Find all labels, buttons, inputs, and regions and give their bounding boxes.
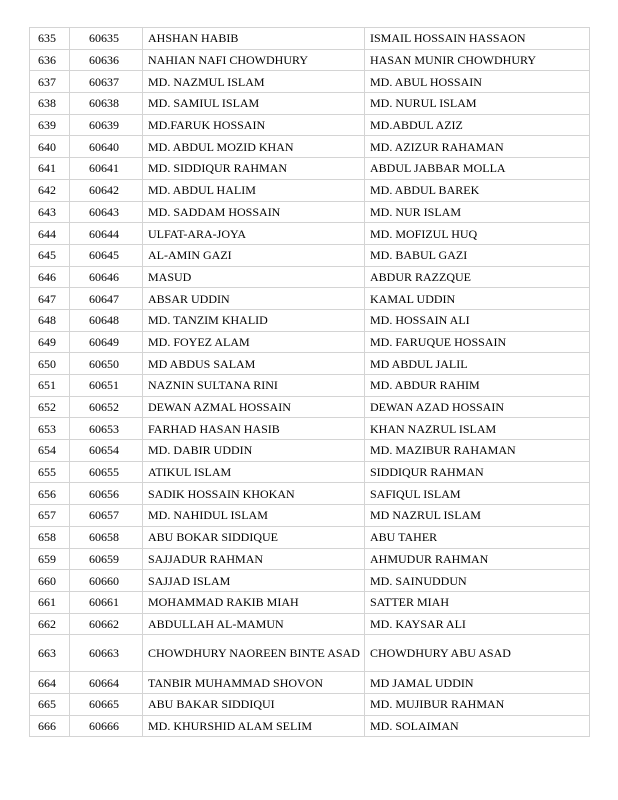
roll-number-cell: 60648 [70,309,143,331]
serial-cell: 653 [30,418,70,440]
serial-cell: 643 [30,201,70,223]
roll-number-cell: 60643 [70,201,143,223]
roll-number-cell: 60636 [70,49,143,71]
serial-cell: 661 [30,591,70,613]
table-row [30,223,590,245]
serial-cell: 649 [30,331,70,353]
candidate-name-cell: SAJJAD ISLAM [143,570,365,592]
table-row [30,591,590,613]
father-name-cell: MD JAMAL UDDIN [365,672,590,694]
candidate-name-cell: ATIKUL ISLAM [143,461,365,483]
candidate-name-cell: MD. FOYEZ ALAM [143,331,365,353]
roll-number-cell: 60661 [70,591,143,613]
candidate-name-cell: ABSAR UDDIN [143,288,365,310]
candidate-name-cell: MD ABDUS SALAM [143,353,365,375]
table-row [30,440,590,462]
candidate-name-cell: MD. TANZIM KHALID [143,309,365,331]
father-name-cell: ABDUL JABBAR MOLLA [365,158,590,180]
serial-cell: 662 [30,613,70,635]
serial-cell: 660 [30,570,70,592]
candidate-name-cell: ABU BAKAR SIDDIQUI [143,693,365,715]
table-row [30,672,590,694]
serial-cell: 642 [30,179,70,201]
table-row [30,158,590,180]
roll-number-cell: 60635 [70,28,143,50]
father-name-cell: ISMAIL HOSSAIN HASSAON [365,28,590,50]
serial-cell: 645 [30,244,70,266]
table-row [30,715,590,737]
table-row [30,49,590,71]
candidate-name-cell: MD. NAZMUL ISLAM [143,71,365,93]
father-name-cell: MD. MAZIBUR RAHAMAN [365,440,590,462]
candidate-name-cell: MD. SADDAM HOSSAIN [143,201,365,223]
serial-cell: 650 [30,353,70,375]
candidate-name-cell: AL-AMIN GAZI [143,244,365,266]
candidate-name-cell: MD.FARUK HOSSAIN [143,114,365,136]
father-name-cell: MD NAZRUL ISLAM [365,505,590,527]
father-name-cell: MD. ABDUR RAHIM [365,375,590,397]
roll-number-cell: 60644 [70,223,143,245]
table-row [30,461,590,483]
roll-number-cell: 60654 [70,440,143,462]
roll-number-cell: 60642 [70,179,143,201]
table-row [30,71,590,93]
table-row [30,288,590,310]
serial-cell: 651 [30,375,70,397]
roll-number-cell: 60639 [70,114,143,136]
serial-cell: 646 [30,266,70,288]
roll-number-cell: 60647 [70,288,143,310]
roll-number-cell: 60651 [70,375,143,397]
serial-cell: 664 [30,672,70,694]
roll-number-cell: 60660 [70,570,143,592]
table-row [30,396,590,418]
roll-number-cell: 60649 [70,331,143,353]
table-row [30,114,590,136]
candidate-name-cell: ABDULLAH AL-MAMUN [143,613,365,635]
roll-number-cell: 60657 [70,505,143,527]
roll-number-cell: 60664 [70,672,143,694]
roll-number-cell: 60646 [70,266,143,288]
roll-number-cell: 60650 [70,353,143,375]
candidate-name-cell: MD. ABDUL MOZID KHAN [143,136,365,158]
roll-number-cell: 60663 [70,635,143,672]
candidate-name-cell: AHSHAN HABIB [143,28,365,50]
father-name-cell: MD. NUR ISLAM [365,201,590,223]
roll-number-cell: 60666 [70,715,143,737]
father-name-cell: SAFIQUL ISLAM [365,483,590,505]
father-name-cell: MD. BABUL GAZI [365,244,590,266]
table-row [30,526,590,548]
father-name-cell: MD.ABDUL AZIZ [365,114,590,136]
father-name-cell: KAMAL UDDIN [365,288,590,310]
candidate-name-cell: MD. ABDUL HALIM [143,179,365,201]
roll-number-cell: 60638 [70,93,143,115]
candidate-name-cell: SAJJADUR RAHMAN [143,548,365,570]
father-name-cell: MD ABDUL JALIL [365,353,590,375]
candidate-name-cell: FARHAD HASAN HASIB [143,418,365,440]
roll-number-cell: 60658 [70,526,143,548]
serial-cell: 658 [30,526,70,548]
serial-cell: 639 [30,114,70,136]
father-name-cell: SATTER MIAH [365,591,590,613]
serial-cell: 640 [30,136,70,158]
candidate-name-cell: MD. NAHIDUL ISLAM [143,505,365,527]
roll-number-cell: 60652 [70,396,143,418]
father-name-cell: MD. AZIZUR RAHAMAN [365,136,590,158]
serial-cell: 666 [30,715,70,737]
table-row [30,93,590,115]
candidate-name-cell: MD. DABIR UDDIN [143,440,365,462]
table-row [30,570,590,592]
table-row [30,635,590,672]
father-name-cell: AHMUDUR RAHMAN [365,548,590,570]
candidate-name-cell: CHOWDHURY NAOREEN BINTE ASAD [143,635,365,672]
candidate-name-cell: SADIK HOSSAIN KHOKAN [143,483,365,505]
results-table-body [30,28,590,737]
serial-cell: 637 [30,71,70,93]
table-row [30,309,590,331]
table-row [30,331,590,353]
serial-cell: 656 [30,483,70,505]
candidate-name-cell: TANBIR MUHAMMAD SHOVON [143,672,365,694]
table-row [30,613,590,635]
candidate-name-cell: DEWAN AZMAL HOSSAIN [143,396,365,418]
table-row [30,548,590,570]
father-name-cell: MD. FARUQUE HOSSAIN [365,331,590,353]
serial-cell: 659 [30,548,70,570]
candidate-name-cell: MASUD [143,266,365,288]
father-name-cell: HASAN MUNIR CHOWDHURY [365,49,590,71]
roll-number-cell: 60655 [70,461,143,483]
table-row [30,693,590,715]
roll-number-cell: 60656 [70,483,143,505]
serial-cell: 636 [30,49,70,71]
father-name-cell: CHOWDHURY ABU ASAD [365,635,590,672]
father-name-cell: KHAN NAZRUL ISLAM [365,418,590,440]
father-name-cell: MD. SAINUDDUN [365,570,590,592]
serial-cell: 652 [30,396,70,418]
roll-number-cell: 60640 [70,136,143,158]
table-row [30,353,590,375]
table-row [30,266,590,288]
roll-number-cell: 60641 [70,158,143,180]
serial-cell: 644 [30,223,70,245]
father-name-cell: DEWAN AZAD HOSSAIN [365,396,590,418]
candidate-name-cell: NAZNIN SULTANA RINI [143,375,365,397]
roll-number-cell: 60662 [70,613,143,635]
candidate-name-cell: ABU BOKAR SIDDIQUE [143,526,365,548]
serial-cell: 654 [30,440,70,462]
table-row [30,375,590,397]
table-row [30,28,590,50]
father-name-cell: MD. ABDUL BAREK [365,179,590,201]
father-name-cell: ABDUR RAZZQUE [365,266,590,288]
father-name-cell: MD. MOFIZUL HUQ [365,223,590,245]
serial-cell: 648 [30,309,70,331]
table-row [30,201,590,223]
serial-cell: 663 [30,635,70,672]
serial-cell: 655 [30,461,70,483]
table-row [30,418,590,440]
roll-number-cell: 60637 [70,71,143,93]
roll-number-cell: 60645 [70,244,143,266]
serial-cell: 641 [30,158,70,180]
candidate-name-cell: MD. KHURSHID ALAM SELIM [143,715,365,737]
father-name-cell: MD. HOSSAIN ALI [365,309,590,331]
candidate-name-cell: NAHIAN NAFI CHOWDHURY [143,49,365,71]
roll-number-cell: 60665 [70,693,143,715]
serial-cell: 638 [30,93,70,115]
candidate-name-cell: MOHAMMAD RAKIB MIAH [143,591,365,613]
serial-cell: 657 [30,505,70,527]
candidate-name-cell: MD. SIDDIQUR RAHMAN [143,158,365,180]
roll-number-cell: 60659 [70,548,143,570]
table-row [30,505,590,527]
table-row [30,179,590,201]
father-name-cell: ABU TAHER [365,526,590,548]
father-name-cell: MD. KAYSAR ALI [365,613,590,635]
father-name-cell: MD. ABUL HOSSAIN [365,71,590,93]
table-row [30,136,590,158]
table-row [30,483,590,505]
serial-cell: 647 [30,288,70,310]
results-table [29,27,590,737]
serial-cell: 665 [30,693,70,715]
roll-number-cell: 60653 [70,418,143,440]
serial-cell: 635 [30,28,70,50]
father-name-cell: MD. NURUL ISLAM [365,93,590,115]
table-row [30,244,590,266]
father-name-cell: MD. MUJIBUR RAHMAN [365,693,590,715]
father-name-cell: SIDDIQUR RAHMAN [365,461,590,483]
candidate-name-cell: MD. SAMIUL ISLAM [143,93,365,115]
candidate-name-cell: ULFAT-ARA-JOYA [143,223,365,245]
father-name-cell: MD. SOLAIMAN [365,715,590,737]
